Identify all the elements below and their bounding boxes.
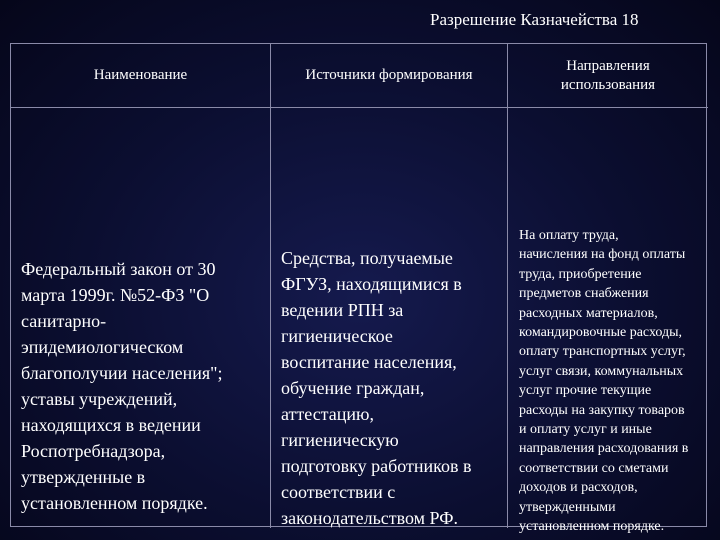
- text-line: командировочные расходы,: [519, 325, 683, 341]
- text-line: доходов и расходов,: [519, 480, 638, 496]
- header-usage-line: Направления: [566, 57, 650, 74]
- text-line: воспитание населения,: [281, 352, 457, 372]
- text-line: установленном порядке.: [519, 519, 665, 535]
- treasury-table: [10, 43, 707, 535]
- header-usage-line: использования: [560, 76, 656, 93]
- header-sources: [271, 44, 508, 108]
- header-name: [11, 44, 271, 108]
- text-line: гигиеническую: [281, 430, 399, 450]
- text-line: услуг связи, коммунальных: [519, 363, 684, 379]
- text-line: Роспотребнадзора,: [21, 441, 166, 461]
- text-line: На оплату труда,: [519, 228, 619, 243]
- text-line: утвержденные в: [21, 467, 146, 487]
- text-line: благополучии населения";: [21, 363, 223, 383]
- text-line: обучение граждан,: [281, 378, 425, 398]
- text-line: предметов снабжения: [519, 286, 649, 302]
- text-line: находящихся в ведении: [21, 415, 201, 435]
- cell-legal-basis: [11, 108, 271, 528]
- text-line: расходных материалов,: [519, 305, 658, 321]
- slide-title: Разрешение Казначейства 18: [430, 10, 639, 29]
- text-line: и оплату услуг и иные: [519, 422, 652, 438]
- cell-funding-sources: [271, 108, 508, 528]
- text-line: соответствии с: [281, 482, 396, 502]
- text-line: ведении РПН за: [281, 300, 404, 320]
- text-line: эпидемиологическом: [21, 337, 184, 357]
- text-line: ФГУЗ, находящимися в: [281, 274, 462, 294]
- text-line: гигиеническое: [281, 326, 393, 346]
- text-line: оплату транспортных услуг,: [519, 344, 686, 360]
- header-name-label: Наименование: [93, 67, 188, 83]
- text-line: аттестацию,: [281, 404, 374, 424]
- text-line: направления расходования в: [519, 441, 689, 457]
- header-sources-label: Источники формирования: [305, 67, 473, 83]
- text-line: утвержденными: [519, 499, 616, 515]
- cell-usage-directions: [508, 108, 708, 535]
- text-line: законодательством РФ.: [281, 508, 458, 528]
- text-line: установленном порядке.: [21, 493, 208, 513]
- text-line: подготовку работников в: [281, 456, 472, 476]
- text-line: услуг прочие текущие: [519, 383, 652, 399]
- text-line: марта 1999г. №52-ФЗ "О: [21, 285, 210, 305]
- text-line: уставы учреждений,: [21, 389, 178, 409]
- text-line: начисления на фонд оплаты: [519, 247, 686, 263]
- text-line: Федеральный закон от 30: [21, 259, 216, 279]
- text-line: Средства, получаемые: [281, 248, 453, 268]
- header-usage: [508, 44, 708, 108]
- text-line: санитарно-: [21, 311, 107, 331]
- text-line: труда, приобретение: [519, 266, 642, 282]
- text-line: соответствии со сметами: [519, 460, 669, 476]
- text-line: расходы на закупку товаров: [519, 402, 685, 418]
